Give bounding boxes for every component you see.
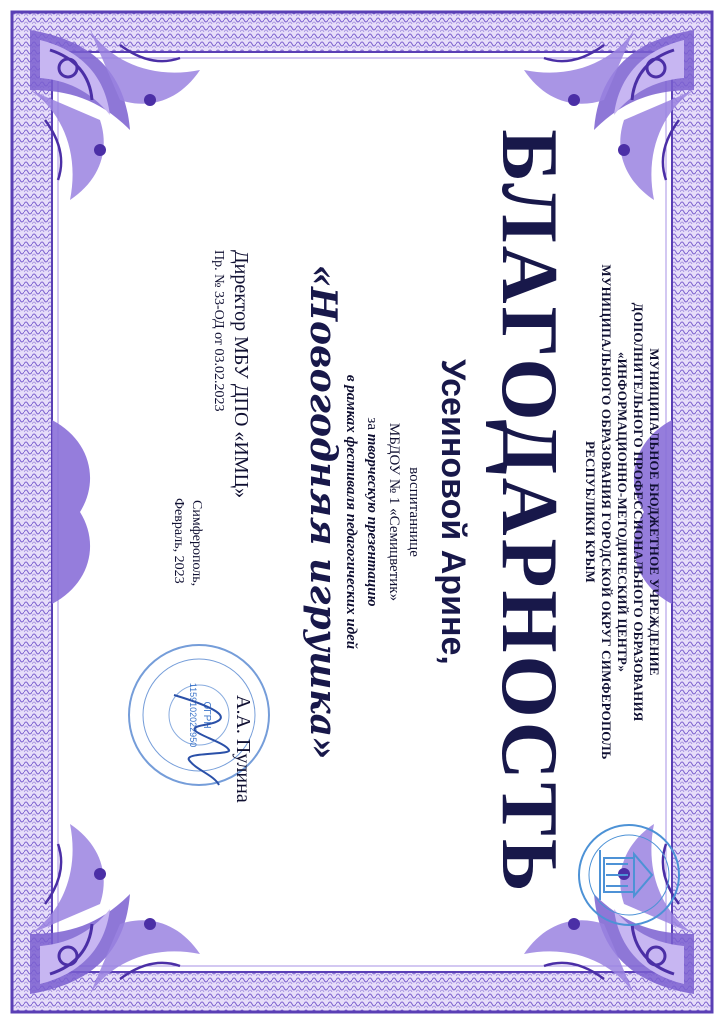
header-line-3: «ИНФОРМАЦИОННО-МЕТОДИЧЕСКИЙ ЦЕНТР» [615, 351, 630, 673]
stamp-ogrn-value: 1159102022950 [188, 682, 198, 748]
recipient-institution: МБДОУ № 1 «Семицветик» [386, 422, 402, 602]
reason-prefix: за [364, 417, 380, 430]
header-line-2: ДОПОЛНИТЕЛЬНОГО ПРОФЕССИОНАЛЬНОГО ОБРАЗОВАНИЯ [631, 302, 646, 722]
recipient-role: воспитаннице [406, 467, 422, 557]
stamp-ogrn-label: ОГРН [201, 701, 212, 729]
signer-name: А.А. Пулина [232, 695, 254, 803]
header-line-5: РЕСПУБЛИКИ КРЫМ [583, 441, 598, 583]
issue-date: Февраль, 2023 [171, 498, 186, 584]
recipient-name: Усеиновой Арине, [434, 359, 472, 665]
event-title: «Новогодняя игрушка» [302, 264, 344, 760]
festival-context: в рамках фестиваля педагогических идей [343, 374, 359, 650]
order-number: Пр. № 33-ОД от 03.02.2023 [211, 250, 226, 412]
header-line-4: МУНИЦИПАЛЬНОГО ОБРАЗОВАНИЯ ГОРОДСКОЙ ОКРУГ СИМФЕРОПОЛЬ [599, 264, 614, 760]
director-position: Директор МБУ ДПО «ИМЦ» [230, 250, 252, 499]
reason-line [363, 0, 380, 1024]
city: Симферополь, [189, 500, 204, 587]
reason-text: творческую презентацию [364, 433, 380, 607]
certificate-heading: БЛАГОДАРНОСТЬ [485, 129, 573, 895]
header-line-1: МУНИЦИПАЛЬНОЕ БЮДЖЕТНОЕ УЧРЕЖДЕНИЕ [647, 348, 662, 676]
